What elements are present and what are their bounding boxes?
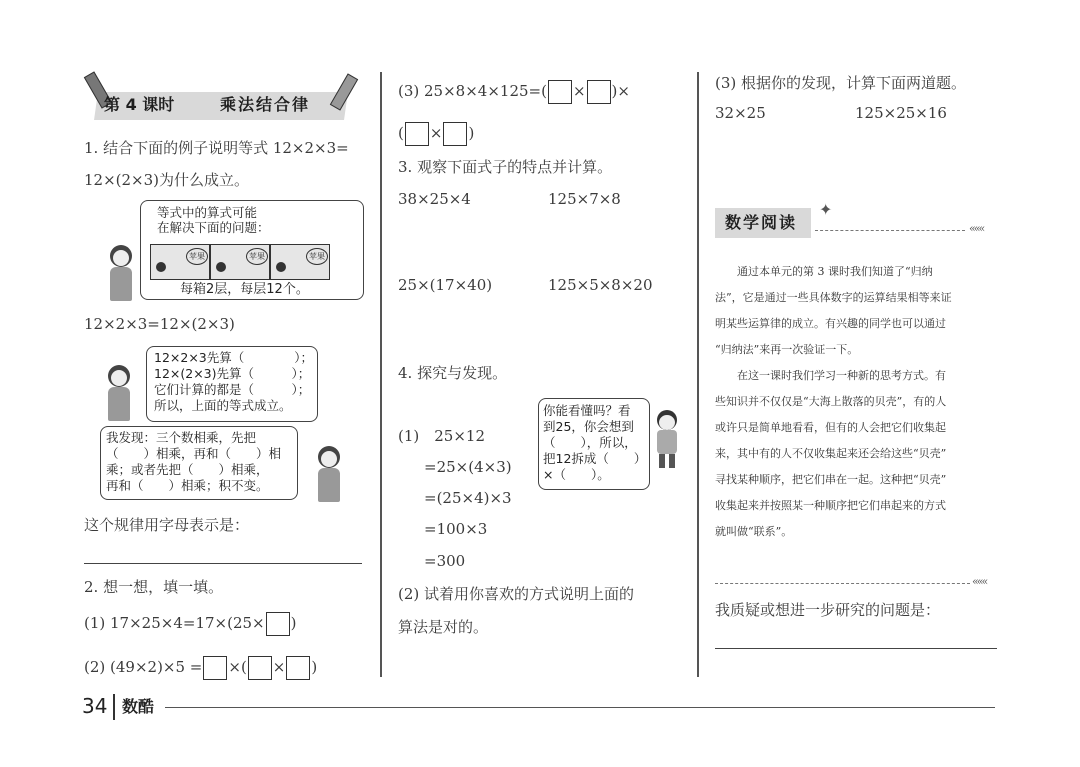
chevrons-icon: ««« [969, 222, 984, 235]
answer-line [715, 648, 997, 649]
lesson-number: 第 4 课时 [104, 95, 175, 114]
reading-title: 数学阅读 [725, 213, 798, 232]
answer-box[interactable] [443, 122, 467, 146]
q2-1: (1) 17×25×4=17×(25× ) [84, 612, 296, 636]
q4-2-line1: (2) 试着用你喜欢的方式说明上面的 [398, 585, 635, 603]
answer-box[interactable] [203, 656, 227, 680]
reading-line: 些知识并不仅仅是“大海上散落的贝壳”，有的人 [715, 395, 947, 408]
bubble2-line: 12×2×3先算（ ）； [154, 350, 314, 365]
question-prompt: 我质疑或想进一步研究的问题是： [715, 601, 941, 619]
box-label: 苹果 [306, 248, 328, 265]
bubble3-line: 再和（ ）相乘；积不变。 [106, 478, 269, 493]
bubble3-line: （ ）相乘，再和（ ）相 [106, 446, 282, 461]
reading-line: 在这一课时我们学习一种新的思考方式。有 [715, 369, 946, 382]
reading-line: 法”，它是通过一些具体数字的运算结果相等来证 [715, 291, 952, 304]
book-name: 数酷 [122, 697, 155, 716]
q2-3: (3) 25×8×4×125=( × )× [398, 80, 630, 104]
calc-item: 25×(17×40) [398, 276, 493, 294]
calc-item: 125×5×8×20 [548, 276, 653, 294]
q2-title: 2. 想一想，填一填。 [84, 578, 224, 596]
hint-line: （ ），所以， [543, 435, 637, 450]
letters-prompt: 这个规律用字母表示是： [84, 516, 250, 534]
box-label: 苹果 [246, 248, 268, 265]
q4-2-line2: 算法是对的。 [398, 618, 489, 636]
q3-3: (3) 根据你的发现，计算下面两道题。 [715, 74, 967, 92]
footer-rule [165, 707, 995, 708]
q3-title: 3. 观察下面式子的特点并计算。 [398, 158, 613, 176]
q2-3-line2: ( × ) [398, 122, 474, 146]
calc-item: 38×25×4 [398, 190, 471, 208]
step: =100×3 [424, 520, 488, 538]
answer-line [84, 563, 362, 564]
equation: 12×2×3=12×(2×3) [84, 315, 235, 333]
reading-line: 就叫做“联系”。 [715, 525, 793, 538]
hint-line: ×（ ）。 [543, 467, 610, 482]
lesson-header [92, 86, 350, 124]
answer-box[interactable] [548, 80, 572, 104]
bubble2-line: 它们计算的都是（ ）； [154, 382, 311, 397]
page-number: 34 [82, 694, 108, 718]
hint-line: 到25，你会想到 [543, 419, 634, 434]
step: =300 [424, 552, 466, 570]
reading-line: 收集起来并按照某一种顺序把它们串起来的方式 [715, 499, 946, 512]
girl-illustration [312, 446, 346, 504]
apple-icon [276, 262, 286, 272]
answer-box[interactable] [587, 80, 611, 104]
reading-header [715, 200, 995, 242]
dotted-rule [815, 230, 965, 231]
star-icon: ✦ [819, 200, 833, 219]
calc-item: 32×25 [715, 104, 766, 122]
q1-line2: 12×(2×3)为什么成立。 [84, 171, 250, 189]
reading-line: 或许只是简单地看看，但有的人会把它们收集起 [715, 421, 946, 434]
chevrons-icon: ««« [972, 575, 987, 588]
hint-line: 你能看懂吗？看 [543, 403, 631, 418]
q1-line1: 1. 结合下面的例子说明等式 12×2×3= [84, 139, 349, 157]
q2-2: (2) (49×2)×5 = ×( × ) [84, 656, 317, 680]
calc-item: 125×7×8 [548, 190, 621, 208]
q4-title: 4. 探究与发现。 [398, 364, 508, 382]
apple-icon [216, 262, 226, 272]
lesson-title: 乘法结合律 [220, 95, 311, 114]
column-divider [697, 72, 699, 677]
hint-line: 把12拆成（ ） [543, 451, 647, 466]
reading-line: 来，其中有的人不仅收集起来还会给这些“贝壳” [715, 447, 947, 460]
answer-box[interactable] [266, 612, 290, 636]
bubble3-line: 我发现：三个数相乘，先把 [106, 430, 257, 445]
reading-line: 通过本单元的第 3 课时我们知道了“归纳 [715, 265, 933, 278]
column-divider [380, 72, 382, 677]
bubble1-line2: 在解决下面的问题： [157, 220, 270, 235]
bubble2-line: 12×(2×3)先算（ ）； [154, 366, 311, 381]
step: (1) 25×12 [398, 427, 485, 445]
step: =25×(4×3) [424, 458, 512, 476]
reading-line: 寻找某种顺序，把它们串在一起。这种把“贝壳” [715, 473, 947, 486]
box-label: 苹果 [186, 248, 208, 265]
dotted-rule [715, 583, 970, 584]
boy-illustration [652, 410, 682, 470]
step: =(25×4)×3 [424, 489, 512, 507]
bubble2-line: 所以，上面的等式成立。 [154, 398, 292, 413]
footer-divider [113, 694, 115, 720]
answer-box[interactable] [405, 122, 429, 146]
bubble1-caption: 每箱2层，每层12个。 [180, 282, 309, 297]
calc-item: 125×25×16 [855, 104, 947, 122]
bubble3-line: 乘；或者先把（ ）相乘， [106, 462, 269, 477]
answer-box[interactable] [248, 656, 272, 680]
apple-icon [156, 262, 166, 272]
girl-illustration [104, 245, 138, 303]
bubble1-line1: 等式中的算式可能 [157, 205, 258, 220]
reading-line: “归纳法”来再一次验证一下。 [715, 343, 859, 356]
reading-line: 明某些运算律的成立。有兴趣的同学也可以通过 [715, 317, 946, 330]
answer-box[interactable] [286, 656, 310, 680]
girl-illustration [102, 365, 136, 423]
